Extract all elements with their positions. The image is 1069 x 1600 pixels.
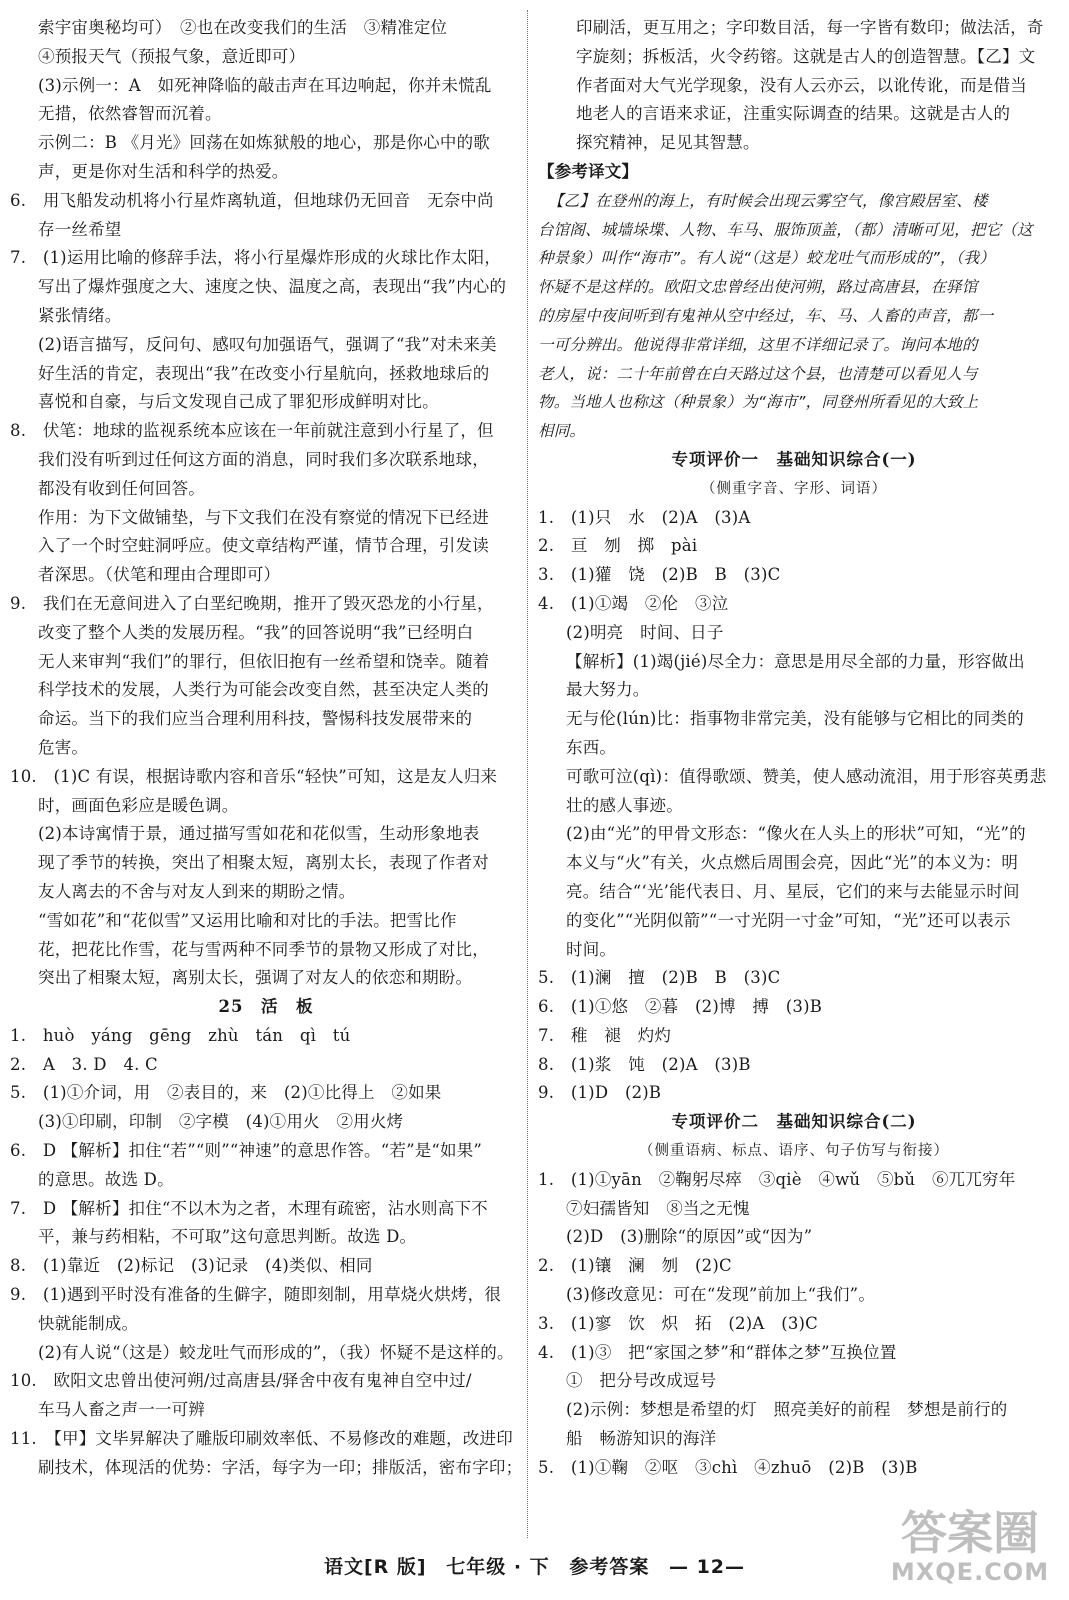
text-line: 本义与“火”有关，火点燃后周围会亮，因此“光”的本义为：明 xyxy=(566,853,1019,873)
text-line: 者深思。（伏笔和理由合理即可） xyxy=(38,565,281,585)
text-line: 专项评价二 基础知识综合(二) xyxy=(671,1112,917,1132)
left-column xyxy=(10,14,522,1483)
text-line: 25 活 板 xyxy=(218,997,314,1017)
text-line: （侧重字音、字形、词语） xyxy=(701,480,887,497)
text-line: (2)语言描写，反问句、感叹句加强语气，强调了“我”对未来美 xyxy=(38,334,497,354)
text-line: 我们没有听到过任何这方面的消息，同时我们多次联系地球， xyxy=(38,449,489,469)
watermark-logo xyxy=(885,1508,1055,1592)
text-line: 9. 我们在无意间进入了白垩纪晚期，推开了毁灭恐龙的小行星， xyxy=(10,593,494,613)
text-line: 5. (1)①介词，用 ②表目的，来 (2)①比得上 ②如果 xyxy=(10,1083,442,1103)
text-line: 船 畅游知识的海洋 xyxy=(566,1429,717,1449)
text-line: 11. 【甲】文毕昇解决了雕版印刷效率低、不易修改的难题，改进印 xyxy=(10,1429,513,1449)
text-line: (2)有人说“（这是）蛟龙吐气而形成的”，（我）怀疑不是这样的。 xyxy=(38,1342,514,1362)
text-line: 2. (1)镶 澜 刎 (2)C xyxy=(538,1256,732,1276)
text-line: ④预报天气（预报气象，意近即可） xyxy=(38,46,306,66)
text-line: 东西。 xyxy=(566,737,617,757)
text-line: 作用：为下文做铺垫，与下文我们在没有察觉的情况下已经进 xyxy=(38,507,489,527)
text-line: 一可分辨出。他说得非常详细，这里不详细记录了。询问本地的 xyxy=(538,335,978,354)
text-line: 索宇宙奥秘均可） ②也在改变我们的生活 ③精准定位 xyxy=(38,18,448,37)
footer-grade: 七年级 · 下 xyxy=(446,1556,550,1578)
text-line: 突出了相聚太短，离别太长，强调了对友人的依恋和期盼。 xyxy=(38,968,473,988)
text-line: 快就能制成。 xyxy=(38,1313,139,1333)
text-line: 紧张情绪。 xyxy=(38,305,122,325)
text-line: 1. (1)只 水 (2)A (3)A xyxy=(538,507,751,527)
text-line: 花，把花比作雪，花与雪两种不同季节的景物又形成了对比， xyxy=(38,939,489,959)
text-line: 无人来审判“我们”的罪行，但依旧抱有一丝希望和饶幸。随着 xyxy=(38,651,490,671)
text-line: 5. (1)①鞠 ②呕 ③chì ④zhuō (2)B (3)B xyxy=(538,1457,918,1477)
text-line: 好生活的肯定，表现出“我”在改变小行星航向，拯救地球后的 xyxy=(38,363,490,383)
text-line: 危害。 xyxy=(38,737,89,757)
text-line: 平，兼与药相粘，不可取”这句意思判断。故选 D。 xyxy=(38,1227,417,1247)
text-line: 刷技术，体现活的优势：字活，每字为一印；排版活，密布字印； xyxy=(38,1457,522,1477)
text-line: 地老人的言语来求证，注重实际调查的结果。这就是古人的 xyxy=(576,104,1011,124)
text-line: 壮的感人事迹。 xyxy=(566,795,683,815)
text-line: 7. (1)运用比喻的修辞手法，将小行星爆炸形成的火球比作太阳， xyxy=(10,248,502,268)
text-line: 时，画面色彩应是暖色调。 xyxy=(38,795,239,815)
text-line: 车马人畜之声一一可辨 xyxy=(38,1400,205,1420)
footer-label: 参考答案 xyxy=(569,1556,650,1578)
text-line: 物。当地人也称这（种景象）为“海市”，同登州所看见的大致上 xyxy=(538,393,979,412)
text-line: 台馆阁、城墙垛堞、人物、车马、服饰顶盖，（都）清晰可见，把它（这 xyxy=(538,220,1033,239)
text-line: 【解析】(1)竭(jié)尽全力：意思是用尽全部的力量，形容做出 xyxy=(566,651,1025,671)
footer-page-number: — 12— xyxy=(668,1556,746,1578)
text-line: 6. D 【解析】扣住“若”“则”“神速”的意思作答。“若”是“如果” xyxy=(10,1141,483,1161)
text-line: (3)①印刷，印制 ②字模 (4)①用火 ②用火烤 xyxy=(38,1112,404,1132)
watermark-top-text: 答案圈 xyxy=(901,1506,1039,1560)
watermark-bottom-text: MXQE.COM xyxy=(890,1558,1050,1586)
text-line: 的房屋中夜间听到有鬼神从空中经过，车、马、人畜的声音，都一 xyxy=(538,306,994,325)
text-line: 2. A 3. D 4. C xyxy=(10,1054,158,1074)
text-line: 6. 用飞船发动机将小行星炸离轨道，但地球仍无回音 无奈中尚 xyxy=(10,190,494,210)
text-line: 10. 欧阳文忠曾出使河朔/过高唐县/驿舍中夜有鬼神自空中过/ xyxy=(10,1371,472,1391)
text-line: “雪如花”和“花似雪”又运用比喻和对比的手法。把雪比作 xyxy=(38,910,457,930)
text-line: 存一丝希望 xyxy=(38,219,122,239)
text-line: 种景象）叫作“海市”。有人说“（这是）蛟龙吐气而形成的”，（我） xyxy=(538,249,996,268)
text-line: 命运。当下的我们应当合理利用科技，警惕科技发展带来的 xyxy=(38,709,473,729)
text-line: 8. 伏笔：地球的监视系统本应该在一年前就注意到小行星了，但 xyxy=(10,421,494,441)
text-line: 7. D 【解析】扣住“不以木为之者，木理有疏密，沾水则高下不 xyxy=(10,1198,488,1218)
text-line: 4. (1)①竭 ②伦 ③泣 xyxy=(538,593,729,613)
text-line: 5. (1)澜 擅 (2)B B (3)C xyxy=(538,968,781,988)
text-line: 入了一个时空蛀洞呼应。使文章结构严谨，情节合理，引发读 xyxy=(38,536,489,556)
text-line: 作者面对大气光学现象，没有人云亦云，以讹传讹，而是借当 xyxy=(576,75,1027,95)
text-line: (2)由“光”的甲骨文形态：“像火在人头上的形状”可知，“光”的 xyxy=(566,824,1026,844)
text-line: 4. (1)③ 把“家国之梦”和“群体之梦”互换位置 xyxy=(538,1342,897,1362)
text-line: 1. (1)①yān ②鞠躬尽瘁 ③qiè ④wǔ ⑤bǔ ⑥兀兀穷年 xyxy=(538,1169,1016,1189)
text-line: 2. 亘 刎 掷 pài xyxy=(538,536,698,556)
text-line: 最大努力。 xyxy=(566,680,650,700)
text-line: 【乙】在登州的海上，有时候会出现云雾空气，像宫殿居室、楼 xyxy=(548,191,988,210)
text-line: 亮。结合“‘光’能代表日、月、星辰，它们的来与去能显示时间 xyxy=(566,881,1020,901)
text-line: 字旋刻；拆板活，火令药镕。这就是古人的创造智慧。【乙】文 xyxy=(576,46,1036,66)
text-line: 1. huò yáng gēng zhù tán qì tú xyxy=(10,1025,351,1045)
text-line: 9. (1)D (2)B xyxy=(538,1083,662,1103)
text-line: 3. (1)獾 饶 (2)B B (3)C xyxy=(538,565,781,585)
text-line: 无与伦(lún)比：指事物非常完美，没有能够与它相比的同类的 xyxy=(566,709,1024,729)
text-line: 都没有收到任何回答。 xyxy=(38,478,205,498)
text-line: 专项评价一 基础知识综合(一) xyxy=(671,449,917,469)
text-line: 的变化”“光阴似箭”“一寸光阴一寸金”可知，“光”还可以表示 xyxy=(566,910,1011,930)
text-line: (2)本诗寓情于景，通过描写雪如花和花似雪，生动形象地表 xyxy=(38,824,480,844)
text-line: 声，更是你对生活和科学的热爱。 xyxy=(38,161,289,181)
text-line: 8. (1)靠近 (2)标记 (3)记录 (4)类似、相同 xyxy=(10,1256,373,1276)
text-line: 友人离去的不舍与对友人到来的期盼之情。 xyxy=(38,881,356,901)
text-line: 【参考译文】 xyxy=(538,161,639,181)
text-line: 探究精神，足见其智慧。 xyxy=(576,133,760,153)
text-line: (2)明亮 时间、日子 xyxy=(566,622,724,642)
text-line: ⑦妇孺皆知 ⑧当之无愧 xyxy=(566,1198,750,1218)
text-line: 示例二：B 《月光》回荡在如炼狱般的地心，那是你心中的歌 xyxy=(38,133,490,153)
text-line: 科学技术的发展，人类行为可能会改变自然，甚至决定人类的 xyxy=(38,680,489,700)
text-line: 无措，依然睿智而沉着。 xyxy=(38,104,222,124)
text-line: 改变了整个人类的发展历程。“我”的回答说明“我”已经明白 xyxy=(38,622,474,642)
text-line: 喜悦和自豪，与后文发现自己成了罪犯形成鲜明对比。 xyxy=(38,392,439,412)
text-line: (3)修改意见：可在“发现”前加上“我们”。 xyxy=(566,1285,876,1305)
text-line: (2)示例：梦想是希望的灯 照亮美好的前程 梦想是前行的 xyxy=(566,1400,1008,1420)
text-line: 时间。 xyxy=(566,939,617,959)
right-column xyxy=(538,14,1050,1483)
column-divider xyxy=(527,10,528,1538)
text-line: （侧重语病、标点、语序、句子仿写与衔接） xyxy=(639,1143,949,1160)
text-line: 6. (1)①悠 ②暮 (2)博 搏 (3)B xyxy=(538,997,823,1017)
text-line: (2)D (3)删除“的原因”或“因为” xyxy=(566,1227,813,1247)
text-line: (3)示例一：A 如死神降临的敲击声在耳边响起，你并未慌乱 xyxy=(38,75,492,95)
text-line: 现了季节的转换，突出了相聚太短，离别太长，表现了作者对 xyxy=(38,853,489,873)
text-line: 的意思。故选 D。 xyxy=(38,1169,174,1189)
footer-subject: 语文[R 版] xyxy=(323,1556,427,1578)
text-line: 怀疑不是这样的。欧阳文忠曾经出使河朔，路过高唐县，在驿馆 xyxy=(538,278,978,297)
text-line: 3. (1)寥 饮 炽 拓 (2)A (3)C xyxy=(538,1313,819,1333)
text-line: 印刷活，更互用之；字印数目活，每一字皆有数印；做法活，奇 xyxy=(576,18,1044,37)
text-line: 10. (1)C 有误，根据诗歌内容和音乐“轻快”可知，这是友人归来 xyxy=(10,766,498,786)
text-line: 7. 稚 褪 灼灼 xyxy=(538,1025,672,1045)
text-line: ① 把分号改成逗号 xyxy=(566,1371,717,1391)
text-line: 9. (1)遇到平时没有准备的生僻字，随即刻制，用草烧火烘烤，很 xyxy=(10,1285,502,1305)
text-line: 8. (1)浆 饨 (2)A (3)B xyxy=(538,1054,751,1074)
text-line: 写出了爆炸强度之大、速度之快、温度之高，表现出“我”内心的 xyxy=(38,277,507,297)
text-line: 可歌可泣(qì)：值得歌颂、赞美，使人感动流泪，用于形容英勇悲 xyxy=(566,766,1047,786)
text-line: 相同。 xyxy=(538,422,586,441)
text-line: 老人，说：二十年前曾在白天路过这个县，也清楚可以看见人与 xyxy=(538,364,978,383)
